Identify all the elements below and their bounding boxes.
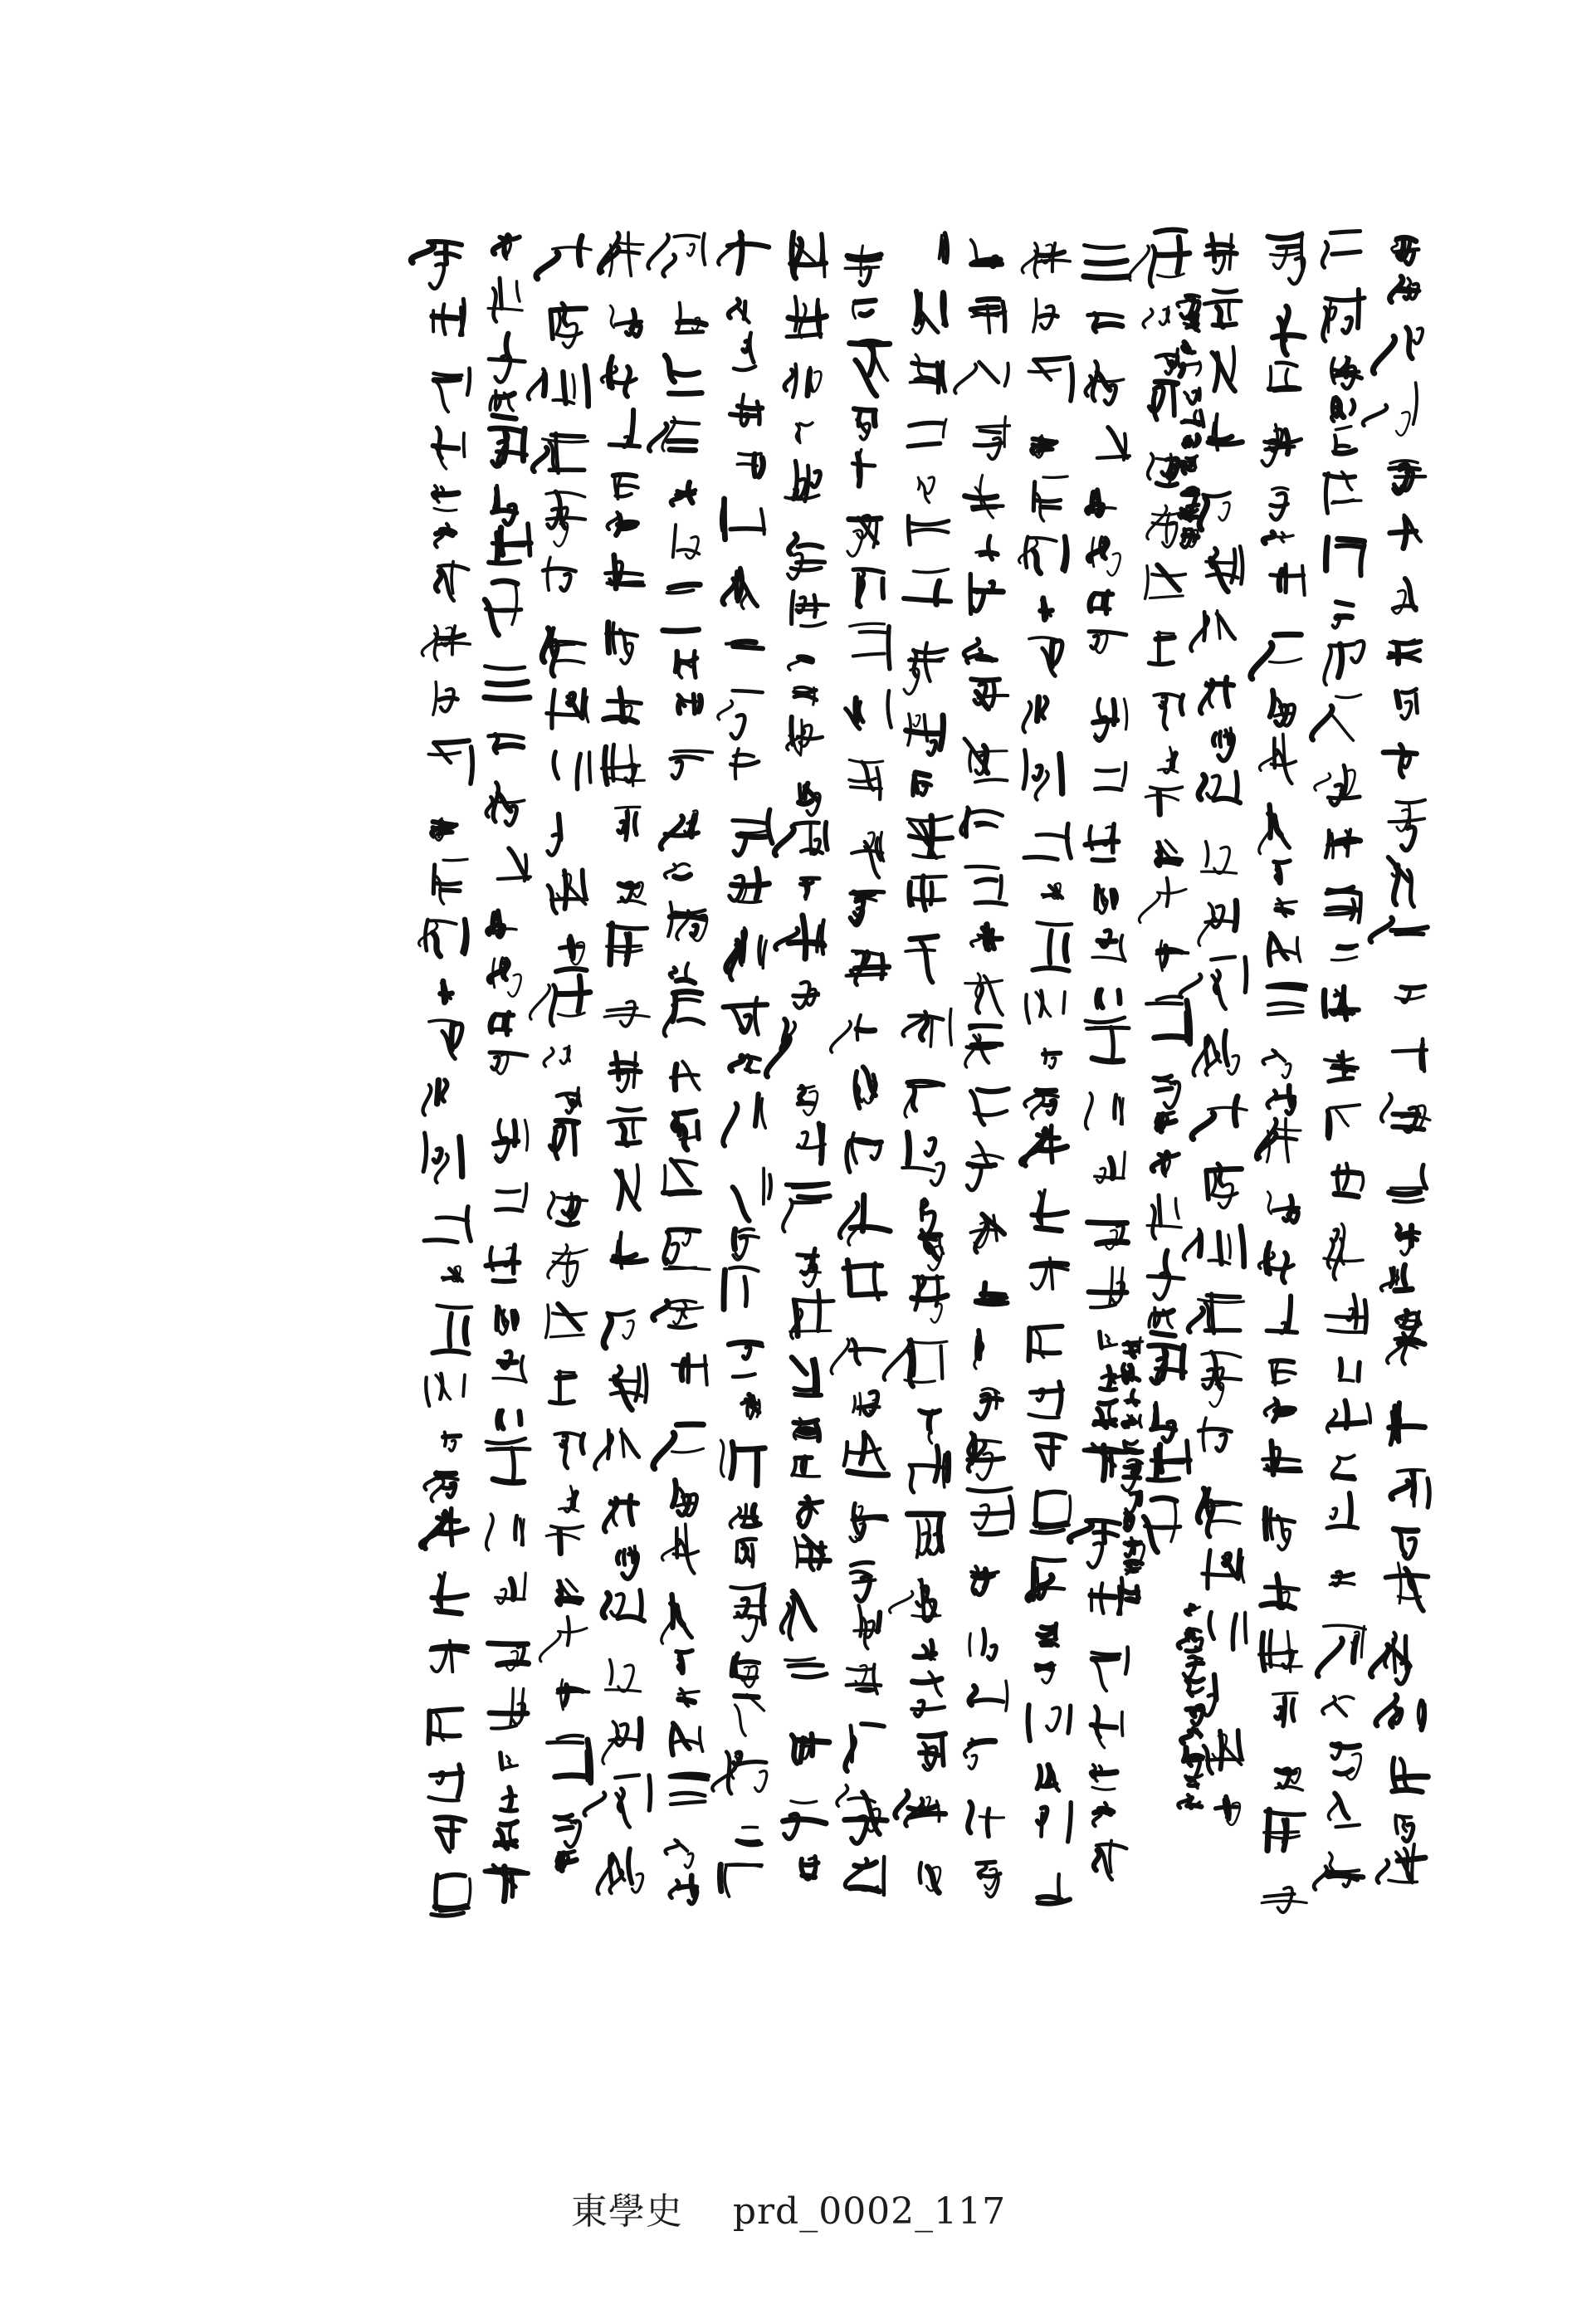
page-footer <box>0 2181 1577 2234</box>
handwritten-manuscript-image <box>245 191 1440 1975</box>
book-title: 東學史 <box>570 2190 683 2233</box>
manuscript-strokes <box>245 191 1440 1975</box>
page-id: prd_0002_117 <box>732 2190 1007 2233</box>
